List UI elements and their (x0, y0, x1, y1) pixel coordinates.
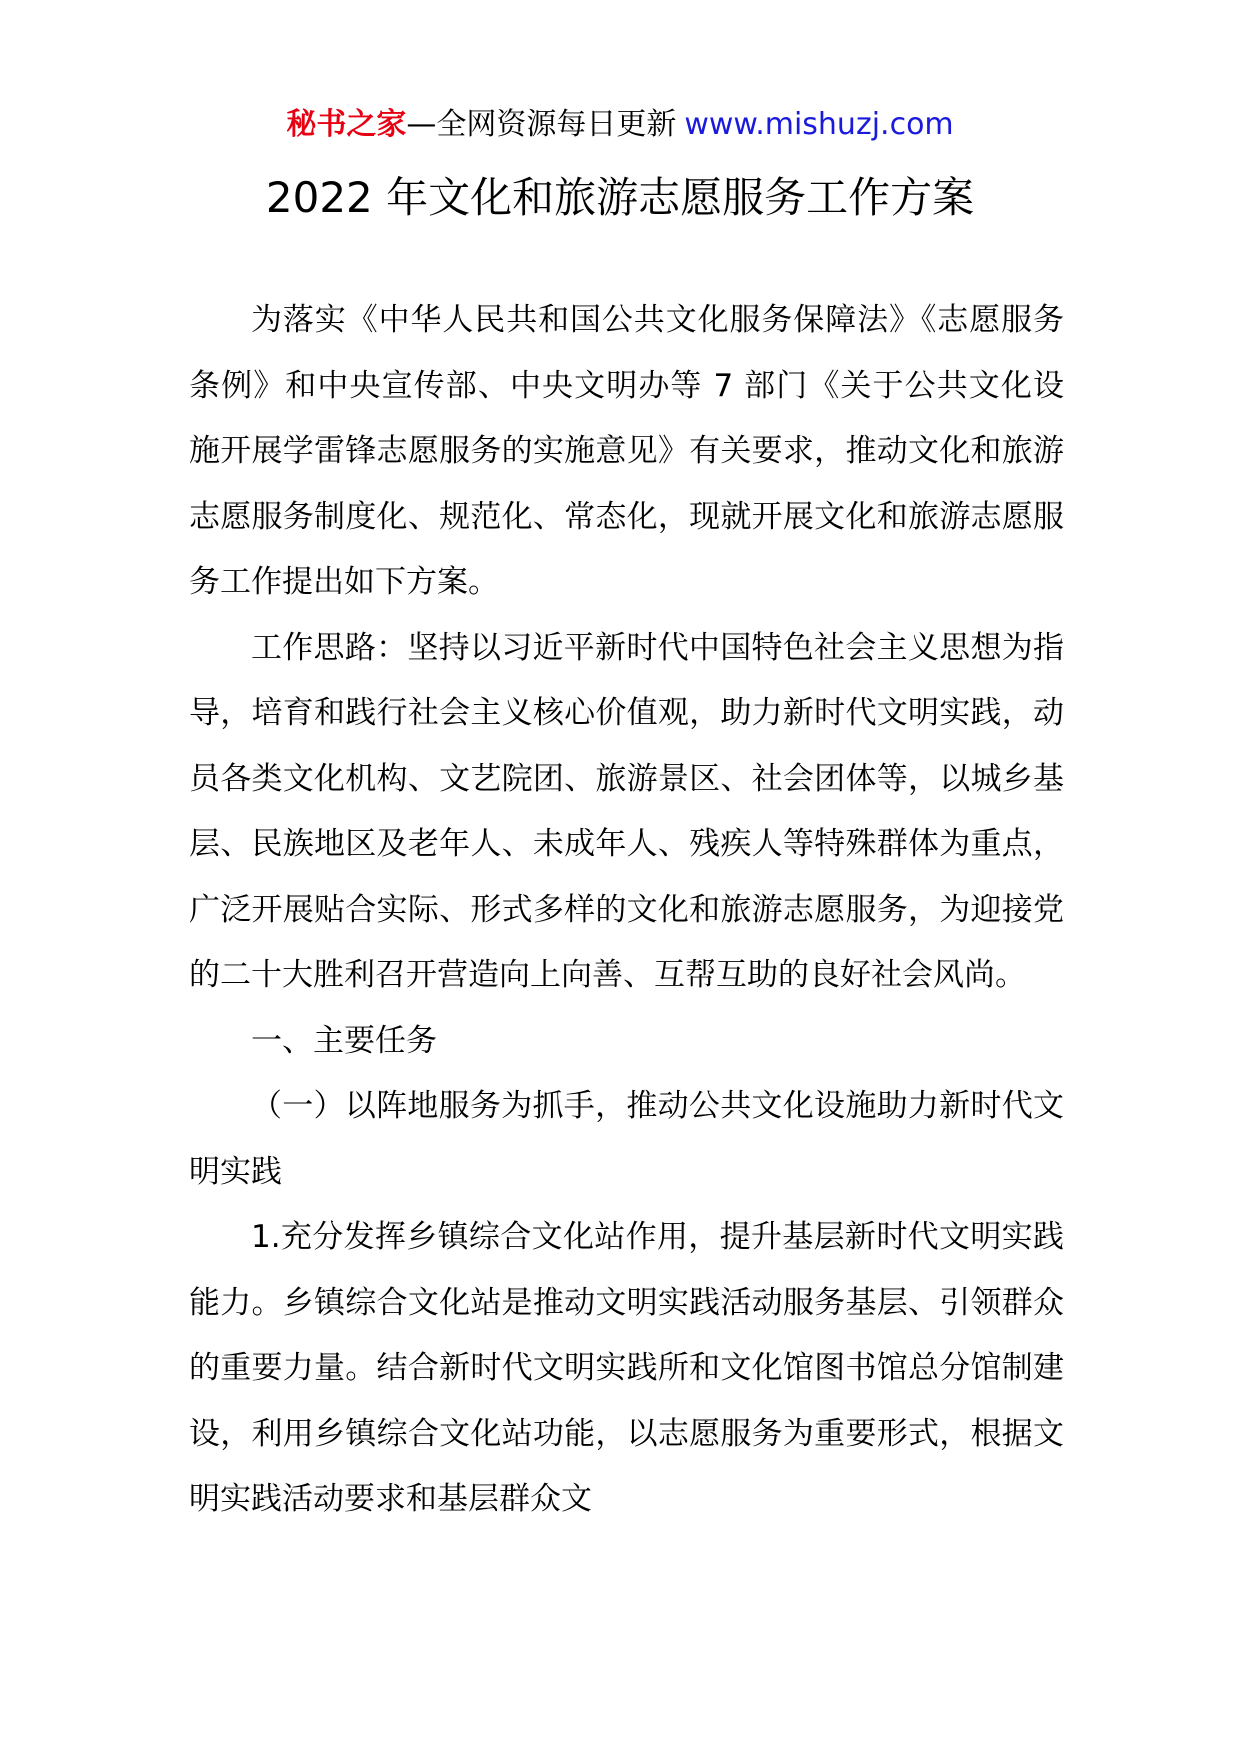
approach-paragraph: 工作思路：坚持以习近平新时代中国特色社会主义思想为指导，培育和践行社会主义核心价值观，助力新时代文明实践，动员各类文化机构、文艺院团、旅游景区、社会团体等，以城乡基层、民族地区及老年人、未成年人、残疾人等特殊群体为重点，广泛开展贴合实际、形式多样的文化和旅游志愿服务，为迎接党的二十大胜利召开营造向上向善、互帮互助的良好社会风尚。 (189, 629, 1064, 993)
document-body (189, 288, 1064, 1533)
document-title: 2022 年文化和旅游志愿服务工作方案 (265, 173, 975, 222)
site-url-link[interactable]: www.mishuzj.com (684, 107, 954, 142)
subsection-heading: （一）以阵地服务为抓手，推动公共文化设施助力新时代文明实践 (189, 1088, 1064, 1190)
brand-name: 秘书之家 (286, 107, 407, 142)
site-banner (0, 100, 1240, 150)
intro-paragraph: 为落实《中华人民共和国公共文化服务保障法》《志愿服务条例》和中央宣传部、中央文明办等 7 部门《关于公共文化设施开展学雷锋志愿服务的实施意见》有关要求，推动文化和旅游志愿服务制度化、规范化、常态化，现就开展文化和旅游志愿服务工作提出如下方案。 (189, 302, 1064, 600)
task-paragraph: 1.充分发挥乡镇综合文化站作用，提升基层新时代文明实践能力。乡镇综合文化站是推动文明实践活动服务基层、引领群众的重要力量。结合新时代文明实践所和文化馆图书馆总分馆制建设，利用乡镇综合文化站功能，以志愿服务为重要形式，根据文明实践活动要求和基层群众文 (189, 1219, 1064, 1517)
section-heading: 一、主要任务 (251, 1022, 437, 1059)
brand-slogan: —全网资源每日更新 (406, 107, 677, 142)
